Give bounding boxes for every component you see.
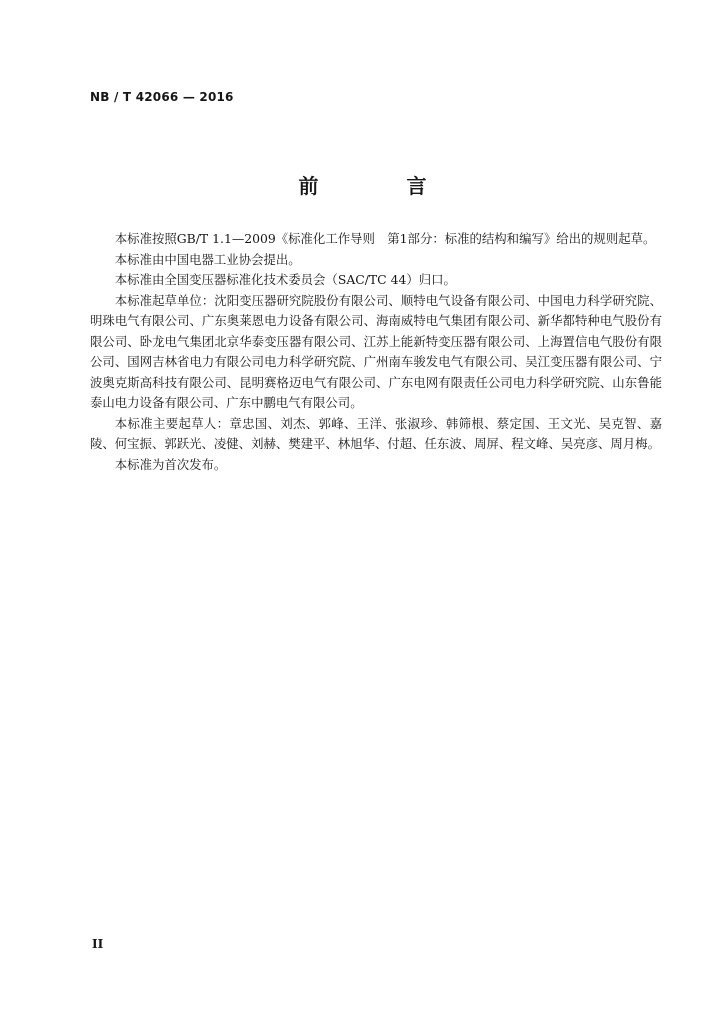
page-number: II: [92, 937, 104, 951]
paragraph-drafting-units: 本标准起草单位：沈阳变压器研究院股份有限公司、顺特电气设备有限公司、中国电力科学研究院、明珠电气有限公司、广东奥莱恩电力设备有限公司、海南威特电气集团有限公司、新华都特种电气股份有限公司、卧龙电气集团北京华泰变压器有限公司、江苏上能新特变压器有限公司、上海置信电气股份有限公司、国网吉林省电力有限公司电力科学研究院、广州南车骏发电气有限公司、吴江变压器有限公司、宁波奥克斯高科技有限公司、昆明赛格迈电气有限公司、广东电网有限责任公司电力科学研究院、山东鲁能泰山电力设备有限公司、广东中鹏电气有限公司。: [90, 292, 662, 410]
page-title: 前 言: [298, 174, 461, 198]
paragraph-centralized-by: 本标准由全国变压器标准化技术委员会（SAC/TC 44）归口。: [114, 272, 456, 287]
paragraph-proposer: 本标准由中国电器工业协会提出。: [114, 251, 301, 267]
standard-code-header: NB / T 42066 — 2016: [90, 90, 234, 104]
paragraph-first-release: 本标准为首次发布。: [114, 456, 227, 472]
foreword-body: [90, 229, 662, 475]
paragraph-main-drafters: 本标准主要起草人：章忠国、刘杰、郭峰、王洋、张淑珍、韩筛根、蔡定国、王文光、吴克智、嘉陵、何宝振、郭跃光、凌健、刘赫、樊建平、林旭华、付超、任东波、周屏、程文峰、吴亮彦、周月梅。: [90, 415, 662, 451]
paragraph-drafting-rules: 本标准按照GB/T 1.1—2009《标准化工作导则 第1部分：标准的结构和编写》给出的规则起草。: [114, 231, 656, 246]
